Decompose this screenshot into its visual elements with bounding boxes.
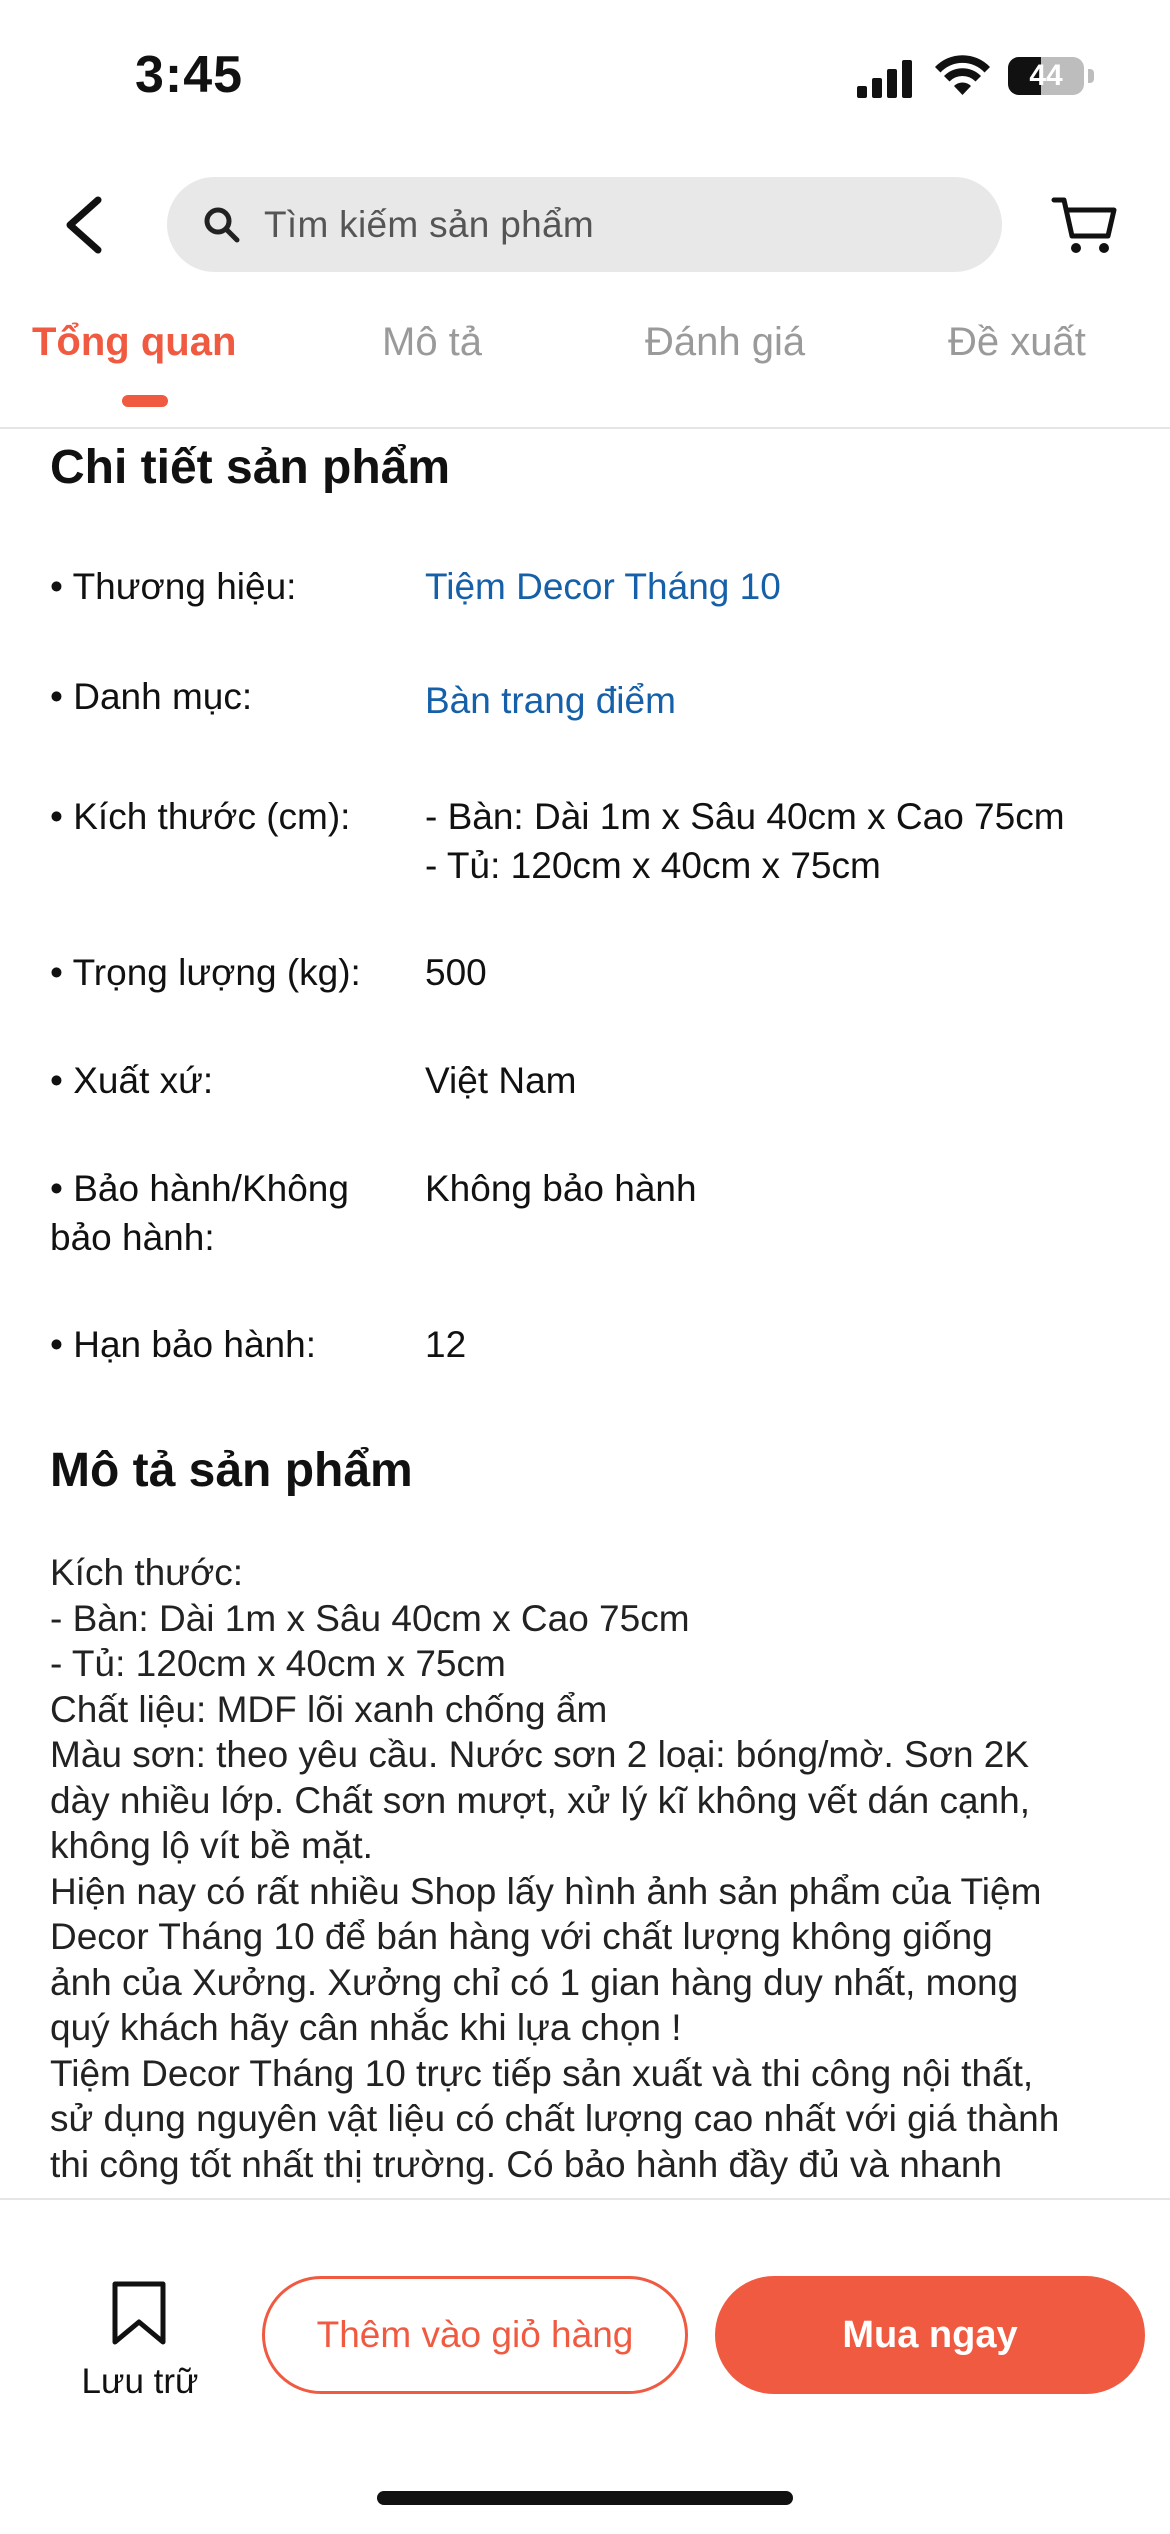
add-to-cart-button[interactable]: Thêm vào giỏ hàng [262, 2276, 688, 2394]
active-tab-indicator [122, 395, 168, 407]
back-button[interactable] [50, 180, 120, 270]
detail-label-warranty-period: • Hạn bảo hành: [50, 1324, 316, 1365]
detail-value-origin: Việt Nam [425, 1060, 577, 1101]
detail-value-brand[interactable]: Tiệm Decor Tháng 10 [425, 566, 781, 607]
cart-icon[interactable] [1050, 190, 1120, 260]
description-line: thi công tốt nhất thị trường. Có bảo hành đầy đủ và nhanh [50, 2143, 1003, 2185]
description-line: Chất liệu: MDF lõi xanh chống ẩm [50, 1688, 608, 1730]
battery-percentage: 44 [1029, 59, 1063, 92]
tab-reviews[interactable]: Đánh giá [645, 320, 806, 364]
status-time: 3:45 [135, 46, 244, 104]
description-line: Màu sơn: theo yêu cầu. Nước sơn 2 loại: bóng/mờ. Sơn 2K [50, 1734, 1030, 1775]
tab-suggestions[interactable]: Đề xuất [948, 320, 1086, 364]
description-line: dày nhiều lớp. Chất sơn mượt, xử lý kĩ không vết dán cạnh, [50, 1779, 1030, 1821]
battery-cap [1088, 69, 1094, 83]
detail-value-warranty-period: 12 [425, 1324, 467, 1365]
tab-overview[interactable]: Tổng quan [32, 320, 237, 364]
detail-label-warranty: • Bảo hành/Không bảo hành: [50, 1168, 349, 1258]
wifi-icon [935, 55, 990, 97]
save-label: Lưu trữ [81, 2362, 199, 2401]
description-line: Tiệm Decor Tháng 10 trực tiếp sản xuất và thi công nội thất, [50, 2052, 1034, 2094]
status-bar [0, 0, 1170, 150]
description-text [50, 1550, 1150, 2187]
home-indicator [377, 2491, 793, 2505]
description-line: Hiện nay có rất nhiều Shop lấy hình ảnh sản phẩm của Tiệm [50, 1870, 1042, 1912]
search-placeholder: Tìm kiếm sản phẩm [264, 204, 594, 245]
cellular-signal-icon [855, 58, 915, 98]
detail-value-warranty: Không bảo hành [425, 1168, 697, 1209]
description-line: sử dụng nguyên vật liệu có chất lượng cao nhất với giá thành [50, 2098, 1060, 2139]
description-title: Mô tả sản phẩm [50, 1444, 413, 1497]
detail-value-size: - Bàn: Dài 1m x Sâu 40cm x Cao 75cm - Tủ: 120cm x 40cm x 75cm [425, 796, 1065, 886]
detail-label-category: • Danh mục: [50, 676, 253, 717]
bottom-action-bar [0, 2198, 1170, 2534]
detail-label-size: • Kích thước (cm): [50, 796, 351, 837]
description-line: không lộ vít bề mặt. [50, 1825, 373, 1866]
save-button[interactable] [55, 2280, 225, 2410]
battery-icon [1008, 57, 1084, 95]
description-line: ảnh của Xưởng. Xưởng chỉ có 1 gian hàng duy nhất, mong [50, 1961, 1019, 2003]
detail-label-brand: • Thương hiệu: [50, 566, 297, 607]
buy-now-button[interactable]: Mua ngay [715, 2276, 1145, 2394]
bookmark-icon [110, 2280, 168, 2346]
description-line: quý khách hãy cân nhắc khi lựa chọn ! [50, 2007, 682, 2048]
search-icon [202, 205, 242, 245]
detail-label-origin: • Xuất xứ: [50, 1060, 214, 1101]
detail-label-weight: • Trọng lượng (kg): [50, 952, 361, 993]
description-line: - Tủ: 120cm x 40cm x 75cm [50, 1643, 506, 1684]
detail-value-weight: 500 [425, 952, 487, 993]
description-line: - Bàn: Dài 1m x Sâu 40cm x Cao 75cm [50, 1597, 690, 1639]
description-line: Decor Tháng 10 để bán hàng với chất lượng không giống [50, 1916, 993, 1957]
tab-bar [0, 305, 1170, 429]
search-input[interactable] [167, 177, 1002, 272]
description-line: Kích thước: [50, 1552, 243, 1593]
details-title: Chi tiết sản phẩm [50, 441, 451, 494]
tab-description[interactable]: Mô tả [382, 320, 483, 364]
detail-value-category[interactable]: Bàn trang điểm [425, 680, 676, 721]
